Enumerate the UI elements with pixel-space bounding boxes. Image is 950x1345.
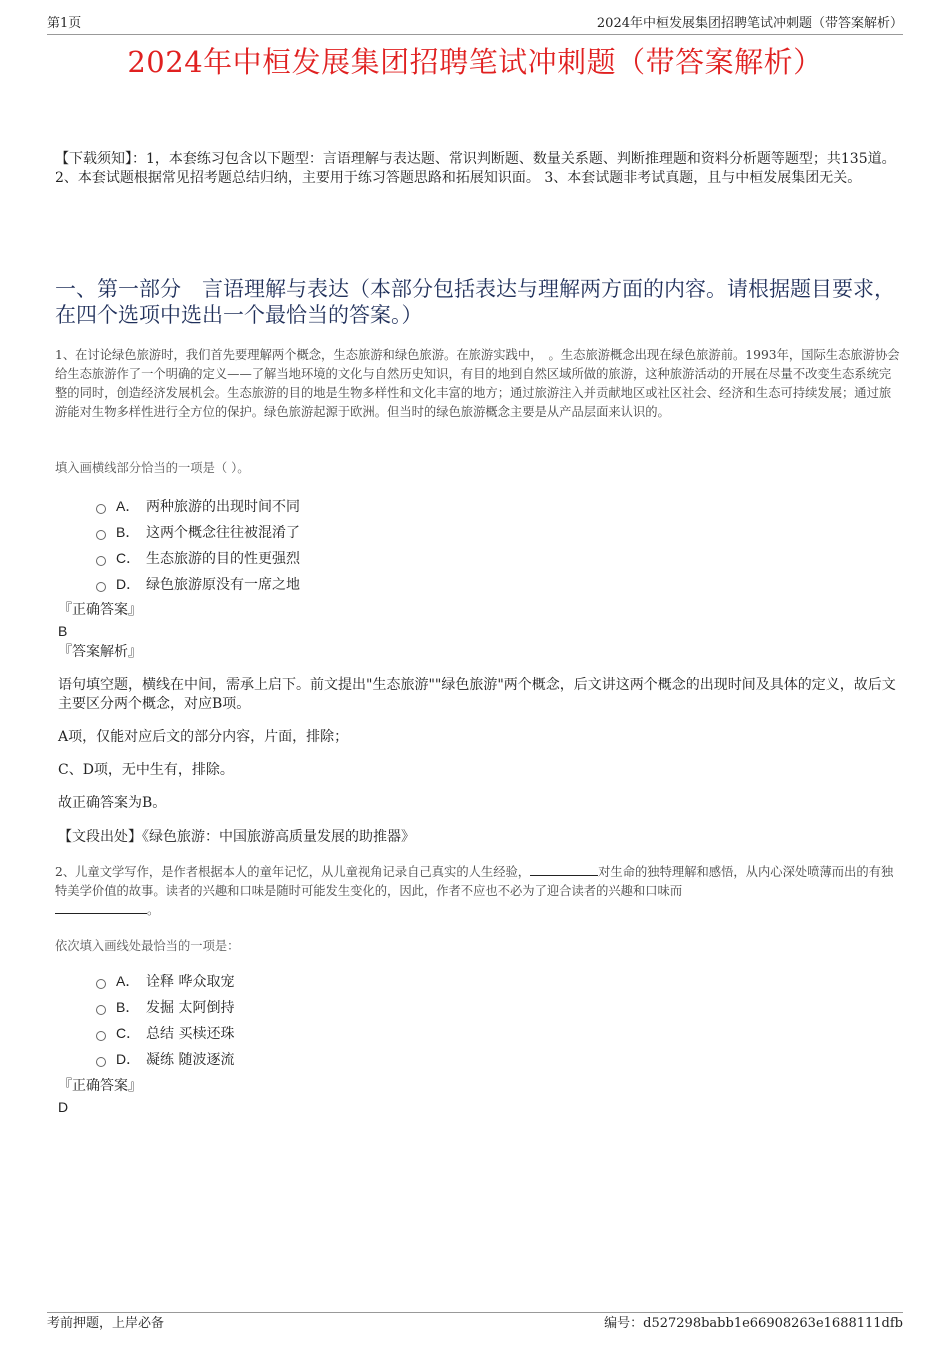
source-citation: 【文段出处】《绿色旅游：中国旅游高质量发展的助推器》 (58, 829, 415, 845)
section-title: 一、第一部分 言语理解与表达（本部分包括表达与理解两方面的内容。请根据题目要求，在四个选项中选出一个最恰当的答案。） (55, 277, 895, 327)
question-2-text: 2、儿童文学写作，是作者根据本人的童年记忆，从儿童视角记录自己真实的人生经验， 对生命的独特理解和感悟，从内心深处喷薄而出的有独特美学价值的故事。读者的兴趣和口味是随时可能发生变化的，因此，作者不应也不必为了迎合读者的兴趣和口味而 。 (55, 865, 894, 917)
question-1-options (96, 493, 300, 597)
answer-label: 『正确答案』 (58, 1078, 142, 1094)
answer-blank (530, 863, 598, 876)
question-2-prompt: 依次填入画线处最恰当的一项是： (55, 939, 240, 953)
question-2-options (96, 968, 234, 1072)
question-1-prompt: 填入画横线部分恰当的一项是（ ）。 (55, 461, 250, 475)
option-a[interactable]: A． 两种旅游的出现时间不同 (96, 493, 300, 519)
option-c[interactable]: C． 生态旅游的目的性更强烈 (96, 545, 300, 571)
download-notice: 【下载须知】：1，本套练习包含以下题型：言语理解与表达题、常识判断题、数量关系题、判断推理题和资料分析题等题型；共135道。 2、本套试题根据常见招考题总结归纳，主要用于练习答题思路和拓展知识面。 3、本套试题非考试真题，且与中桓发展集团无关。 (55, 151, 896, 186)
radio-icon[interactable] (96, 582, 106, 592)
answer-blank (55, 901, 147, 914)
header-doc-title: 2024年中桓发展集团招聘笔试冲刺题（带答案解析） (596, 16, 903, 31)
page-number: 第1页 (47, 16, 82, 31)
radio-icon[interactable] (96, 1057, 106, 1067)
option-c[interactable]: C． 总结 买椟还珠 (96, 1020, 234, 1046)
analysis-paragraph: A项，仅能对应后文的部分内容，片面，排除； (58, 729, 349, 745)
analysis-paragraph: C、D项，无中生有，排除。 (58, 762, 234, 778)
analysis-label: 『答案解析』 (58, 644, 142, 660)
footer-slogan: 考前押题，上岸必备 (47, 1316, 165, 1331)
question-1-text: 1、在讨论绿色旅游时，我们首先要理解两个概念，生态旅游和绿色旅游。在旅游实践中， 。生态旅游概念出现在绿色旅游前。1993年，国际生态旅游协会给生态旅游作了一个明确的定义——了解当地环境的文化与自然历史知识，有目的地到自然区域所做的旅游，这种旅游活动的开展在尽量不改变生态系统完整的同时，创造经济发展机会。生态旅游的目的地是生物多样性和文化丰富的地方；通过旅游注入并贡献地区或社区社会、经济和生态可持续发展；通过旅游能对生物多样性进行全方位的保护。绿色旅游起源于欧洲。但当时的绿色旅游概念主要是从产品层面来认识的。 (55, 348, 900, 419)
radio-icon[interactable] (96, 979, 106, 989)
answer-value: B (58, 623, 68, 639)
option-d[interactable]: D． 凝练 随波逐流 (96, 1046, 234, 1072)
radio-icon[interactable] (96, 1005, 106, 1015)
answer-value: D (58, 1099, 69, 1115)
radio-icon[interactable] (96, 504, 106, 514)
document-title: 2024年中桓发展集团招聘笔试冲刺题（带答案解析） (127, 45, 823, 79)
option-d[interactable]: D． 绿色旅游原没有一席之地 (96, 571, 300, 597)
page-footer (47, 1312, 903, 1334)
document-code: 编号：d527298babb1e66908263e1688111dfb (604, 1316, 903, 1331)
answer-label: 『正确答案』 (58, 602, 142, 618)
page-header (47, 14, 903, 35)
analysis-paragraph: 故正确答案为B。 (58, 795, 167, 811)
option-b[interactable]: B． 这两个概念往往被混淆了 (96, 519, 300, 545)
option-b[interactable]: B． 发掘 太阿倒持 (96, 994, 234, 1020)
radio-icon[interactable] (96, 556, 106, 566)
analysis-paragraph: 语句填空题，横线在中间，需承上启下。前文提出"生态旅游""绿色旅游"两个概念，后文讲这两个概念的出现时间及具体的定义，故后文主要区分两个概念，对应B项。 (58, 677, 896, 712)
radio-icon[interactable] (96, 1031, 106, 1041)
radio-icon[interactable] (96, 530, 106, 540)
option-a[interactable]: A． 诠释 哗众取宠 (96, 968, 234, 994)
